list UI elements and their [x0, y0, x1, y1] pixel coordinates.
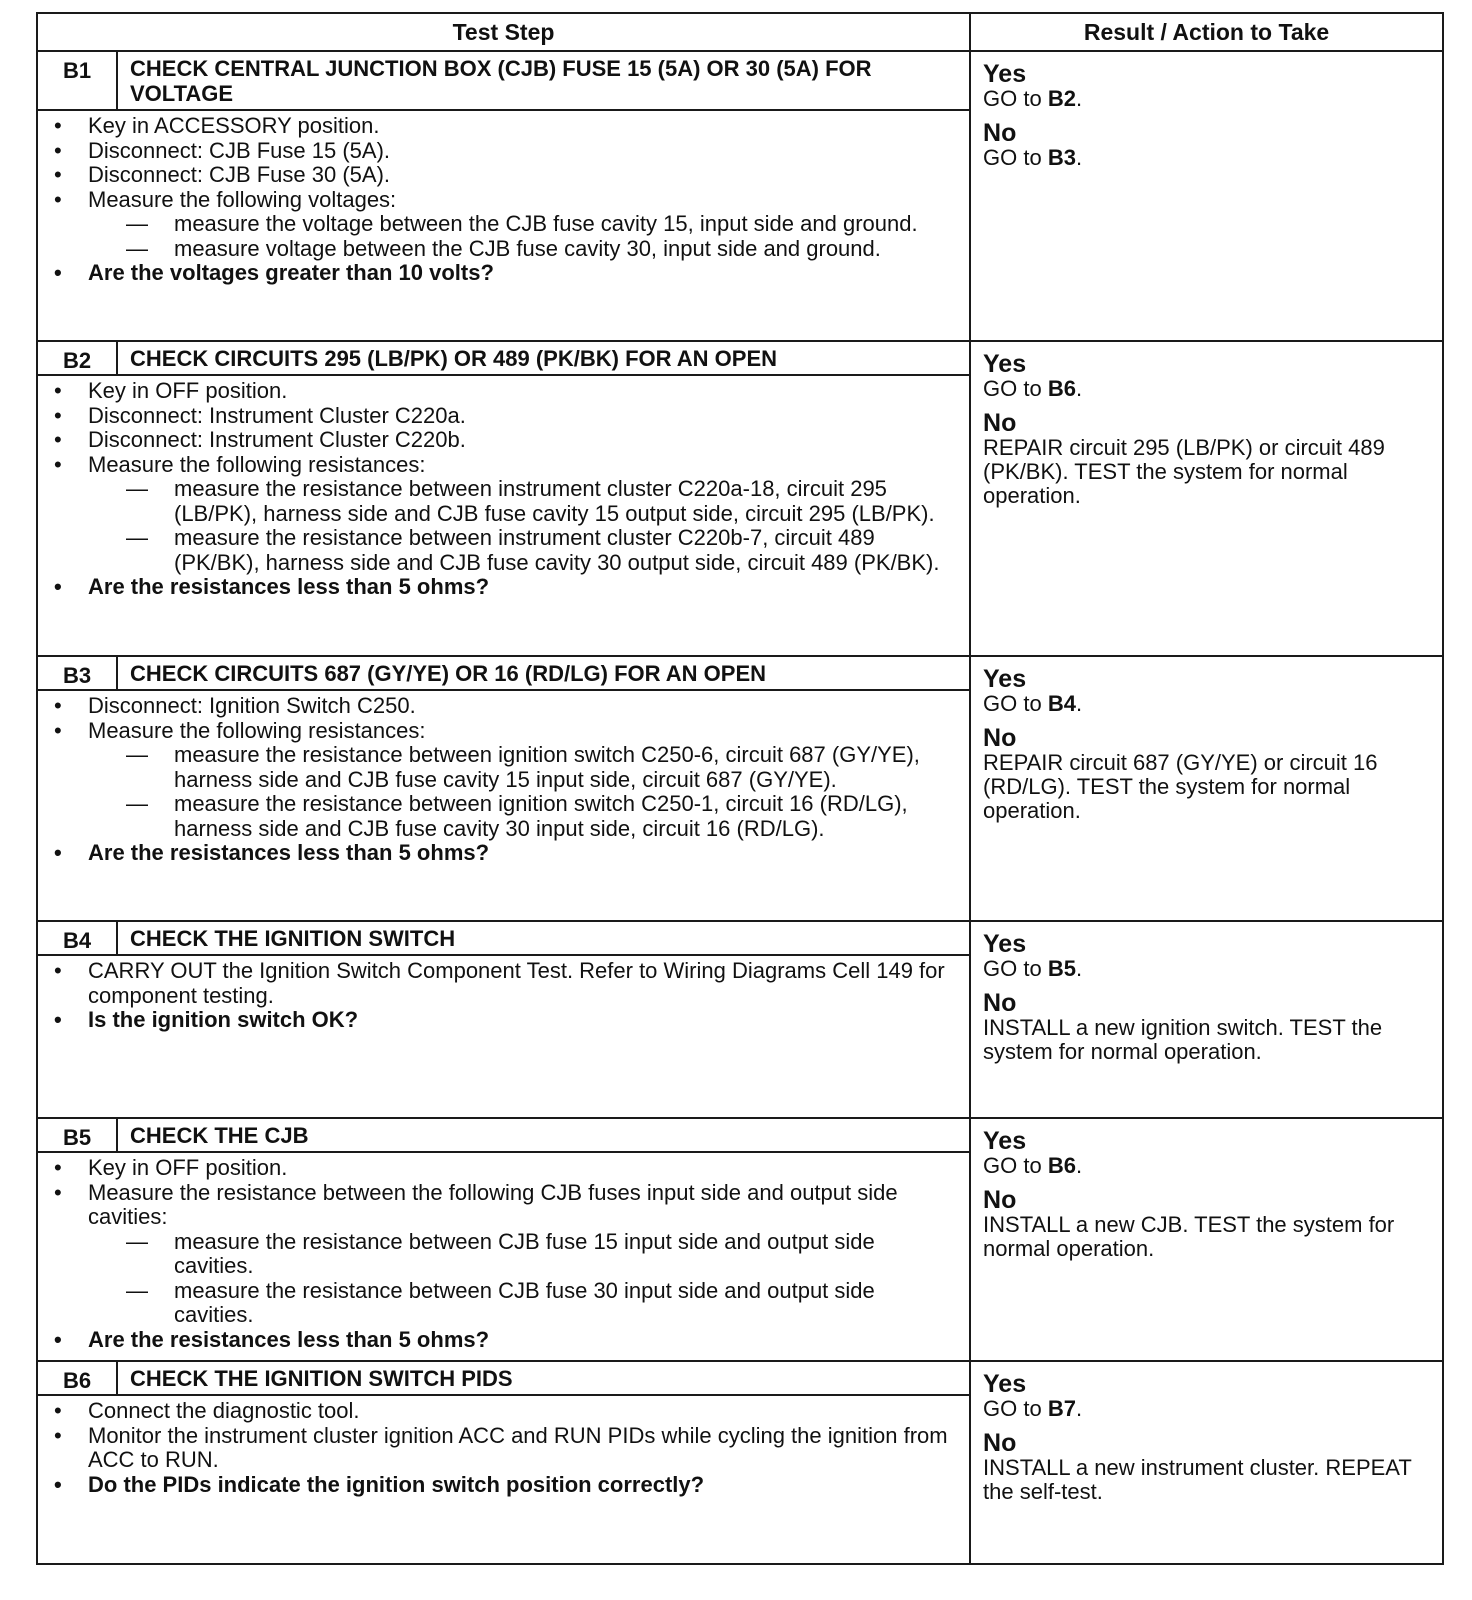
bullet-text: Connect the diagnostic tool.	[88, 1398, 360, 1423]
bullet-text: Are the resistances less than 5 ohms?	[88, 574, 490, 599]
sub-step: — measure the resistance between CJB fuse 15 input side and output side cavities.	[88, 1230, 959, 1279]
step-title-row	[37, 656, 1443, 690]
header-row	[37, 13, 1443, 51]
diagnostic-test-table	[36, 12, 1444, 1565]
step-title: CHECK THE IGNITION SWITCH	[117, 921, 970, 955]
yes-action	[983, 87, 1436, 111]
yes-action	[983, 377, 1436, 401]
sub-step: — measure the resistance between ignition switch C250-1, circuit 16 (RD/LG), harness side and CJB fuse cavity 30 input side, circuit 16 (RD/LG).	[88, 792, 959, 841]
step-title-row	[37, 341, 1443, 375]
yes-label: Yes	[983, 1127, 1027, 1155]
no-label: No	[983, 1186, 1017, 1214]
no-label: No	[983, 724, 1017, 752]
step-question	[50, 841, 959, 866]
bullet-text: Key in OFF position.	[88, 378, 288, 403]
no-prefix: GO to	[983, 145, 1048, 170]
step-id: B6	[37, 1361, 117, 1395]
bullet-text: Is the ignition switch OK?	[88, 1007, 359, 1032]
result-cell	[970, 341, 1443, 656]
result-action-header: Result / Action to Take	[970, 13, 1443, 51]
step-bullet-list	[50, 1156, 959, 1352]
no-prefix: REPAIR circuit 295 (LB/PK) or circuit 489 (PK/BK). TEST the system for normal operation.	[983, 435, 1385, 508]
sub-step: — measure the resistance between ignition switch C250-6, circuit 687 (GY/YE), harness side and CJB fuse cavity 15 input side, circuit 687 (GY/YE).	[88, 743, 959, 792]
step-bullet	[50, 719, 959, 842]
step-bullet	[50, 959, 959, 1008]
step-bullet	[50, 1424, 959, 1473]
step-bullet	[50, 404, 959, 429]
step-bullet	[50, 453, 959, 576]
step-bullet	[50, 694, 959, 719]
yes-prefix: GO to	[983, 1396, 1048, 1421]
yes-action	[983, 1397, 1436, 1421]
yes-label: Yes	[983, 350, 1027, 378]
yes-ref: B7	[1047, 1396, 1076, 1421]
yes-prefix: GO to	[983, 86, 1048, 111]
step-title: CHECK CIRCUITS 295 (LB/PK) OR 489 (PK/BK) FOR AN OPEN	[117, 341, 970, 375]
yes-prefix: GO to	[983, 376, 1048, 401]
no-ref: B3	[1047, 145, 1076, 170]
bullet-text: Are the voltages greater than 10 volts?	[88, 260, 494, 285]
step-body	[37, 690, 970, 921]
step-bullet	[50, 114, 959, 139]
yes-suffix: .	[1075, 956, 1083, 981]
yes-ref: B5	[1047, 956, 1076, 981]
step-bullet-list	[50, 1399, 959, 1497]
no-label: No	[983, 1429, 1017, 1457]
bullet-text: Measure the following resistances:	[88, 451, 426, 477]
bullet-text: Disconnect: Ignition Switch C250.	[88, 693, 416, 718]
yes-label: Yes	[983, 930, 1027, 958]
no-label: No	[983, 409, 1017, 437]
step-bullet	[50, 379, 959, 404]
no-prefix: INSTALL a new CJB. TEST the system for normal operation.	[983, 1212, 1395, 1261]
no-prefix: INSTALL a new instrument cluster. REPEAT the self-test.	[983, 1455, 1412, 1504]
no-action	[983, 436, 1436, 508]
yes-ref: B6	[1047, 376, 1076, 401]
diagnostic-test-table-container	[36, 12, 1442, 1565]
step-title: CHECK THE CJB	[117, 1118, 970, 1152]
bullet-text: Monitor the instrument cluster ignition ACC and RUN PIDs while cycling the ignition from ACC to RUN.	[88, 1422, 948, 1472]
bullet-text: Disconnect: CJB Fuse 30 (5A).	[88, 162, 391, 187]
yes-suffix: .	[1075, 86, 1083, 111]
step-body	[37, 955, 970, 1118]
step-title: CHECK CIRCUITS 687 (GY/YE) OR 16 (RD/LG) FOR AN OPEN	[117, 656, 970, 690]
yes-suffix: .	[1075, 376, 1083, 401]
yes-action	[983, 692, 1436, 716]
step-body	[37, 110, 970, 341]
step-bullet	[50, 428, 959, 453]
step-title-row	[37, 51, 1443, 110]
step-title: CHECK CENTRAL JUNCTION BOX (CJB) FUSE 15 (5A) OR 30 (5A) FOR VOLTAGE	[117, 51, 970, 110]
no-action	[983, 1016, 1436, 1064]
no-action	[983, 146, 1436, 170]
step-question	[50, 575, 959, 600]
result-cell	[970, 1118, 1443, 1361]
step-bullet	[50, 139, 959, 164]
yes-ref: B2	[1047, 86, 1076, 111]
step-body	[37, 1152, 970, 1361]
step-question	[50, 261, 959, 286]
sub-step-list	[88, 1230, 959, 1328]
no-action	[983, 751, 1436, 823]
sub-step-list	[88, 477, 959, 575]
no-prefix: REPAIR circuit 687 (GY/YE) or circuit 16 (RD/LG). TEST the system for normal operation.	[983, 750, 1378, 823]
step-bullet-list	[50, 959, 959, 1033]
yes-suffix: .	[1075, 1153, 1083, 1178]
step-body	[37, 1395, 970, 1564]
yes-ref: B4	[1047, 691, 1076, 716]
step-title-row	[37, 1118, 1443, 1152]
bullet-text: CARRY OUT the Ignition Switch Component Test. Refer to Wiring Diagrams Cell 149 for component testing.	[88, 958, 945, 1008]
table-body	[37, 51, 1443, 1564]
step-title-row	[37, 921, 1443, 955]
step-id: B2	[37, 341, 117, 375]
step-question	[50, 1008, 959, 1033]
bullet-text: Are the resistances less than 5 ohms?	[88, 1326, 490, 1352]
result-cell	[970, 656, 1443, 921]
step-bullet-list	[50, 379, 959, 600]
step-bullet	[50, 1181, 959, 1328]
yes-label: Yes	[983, 60, 1027, 88]
step-bullet	[50, 1399, 959, 1424]
bullet-text: Measure the following resistances:	[88, 717, 426, 743]
bullet-text: Measure the following voltages:	[88, 186, 397, 212]
bullet-text: Measure the resistance between the following CJB fuses input side and output side cavities:	[88, 1179, 898, 1229]
step-question	[50, 1473, 959, 1498]
yes-label: Yes	[983, 665, 1027, 693]
yes-prefix: GO to	[983, 691, 1048, 716]
sub-step: — measure the voltage between the CJB fuse cavity 15, input side and ground.	[88, 212, 959, 237]
bullet-text: Key in ACCESSORY position.	[88, 113, 380, 138]
bullet-text: Are the resistances less than 5 ohms?	[88, 840, 490, 865]
step-bullet-list	[50, 694, 959, 866]
no-suffix: .	[1075, 145, 1083, 170]
bullet-text: Disconnect: Instrument Cluster C220b.	[88, 427, 466, 452]
no-label: No	[983, 119, 1017, 147]
step-bullet	[50, 1156, 959, 1181]
sub-step: — measure the resistance between instrument cluster C220a-18, circuit 295 (LB/PK), harness side and CJB fuse cavity 15 output side, circuit 295 (LB/PK).	[88, 477, 959, 526]
step-bullet	[50, 163, 959, 188]
result-cell	[970, 1361, 1443, 1564]
step-title-row	[37, 1361, 1443, 1395]
sub-step: — measure the resistance between instrument cluster C220b-7, circuit 489 (PK/BK), harness side and CJB fuse cavity 30 output side, circuit 489 (PK/BK).	[88, 526, 959, 575]
yes-suffix: .	[1075, 1396, 1083, 1421]
yes-suffix: .	[1075, 691, 1083, 716]
step-bullet-list	[50, 114, 959, 286]
yes-ref: B6	[1047, 1153, 1076, 1178]
step-question	[50, 1328, 959, 1353]
no-action	[983, 1213, 1436, 1261]
sub-step-list	[88, 212, 959, 261]
step-id: B4	[37, 921, 117, 955]
no-prefix: INSTALL a new ignition switch. TEST the system for normal operation.	[983, 1015, 1383, 1064]
bullet-text: Key in OFF position.	[88, 1155, 288, 1180]
sub-step: — measure voltage between the CJB fuse cavity 30, input side and ground.	[88, 237, 959, 262]
yes-action	[983, 1154, 1436, 1178]
sub-step-list	[88, 743, 959, 841]
step-body	[37, 375, 970, 656]
bullet-text: Do the PIDs indicate the ignition switch position correctly?	[88, 1471, 705, 1497]
step-id: B5	[37, 1118, 117, 1152]
no-action	[983, 1456, 1436, 1504]
sub-step: — measure the resistance between CJB fuse 30 input side and output side cavities.	[88, 1279, 959, 1328]
step-id: B1	[37, 51, 117, 110]
step-id: B3	[37, 656, 117, 690]
bullet-text: Disconnect: Instrument Cluster C220a.	[88, 402, 466, 428]
result-cell	[970, 921, 1443, 1118]
test-step-header: Test Step	[37, 13, 970, 51]
step-bullet	[50, 188, 959, 262]
yes-label: Yes	[983, 1370, 1027, 1398]
no-label: No	[983, 989, 1017, 1017]
yes-prefix: GO to	[983, 956, 1048, 981]
yes-prefix: GO to	[983, 1153, 1048, 1178]
yes-action	[983, 957, 1436, 981]
bullet-text: Disconnect: CJB Fuse 15 (5A).	[88, 137, 391, 163]
step-title: CHECK THE IGNITION SWITCH PIDS	[117, 1361, 970, 1395]
result-cell	[970, 51, 1443, 341]
